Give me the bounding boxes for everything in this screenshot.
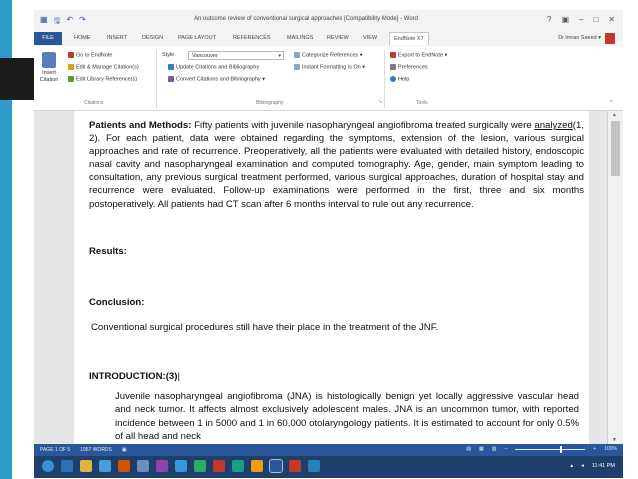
help-icon[interactable]: ? xyxy=(546,15,552,24)
proofing-icon[interactable]: ▣ xyxy=(121,447,127,453)
edit-citation-icon xyxy=(68,64,74,70)
read-mode-icon[interactable]: ▤ xyxy=(466,446,472,452)
conclusion-heading: Conclusion: xyxy=(89,297,145,308)
app-icon[interactable] xyxy=(118,460,130,472)
edit-manage-citations-button[interactable]: Edit & Manage Citation(s) xyxy=(68,64,139,70)
chevron-down-icon: ▾ xyxy=(278,53,281,59)
quick-access-toolbar xyxy=(40,15,86,29)
export-to-endnote-button[interactable]: Export to EndNote ▾ xyxy=(390,52,447,58)
update-icon xyxy=(168,64,174,70)
zoom-in-icon[interactable]: + xyxy=(593,446,597,452)
clock[interactable]: 11:41 PM xyxy=(591,463,615,469)
group-label-bibliography: Bibliography xyxy=(256,100,284,106)
help-button[interactable]: Help xyxy=(390,76,409,82)
tab-page-layout[interactable]: PAGE LAYOUT xyxy=(178,35,217,41)
tab-references[interactable]: REFERENCES xyxy=(233,35,271,41)
categorize-icon xyxy=(294,52,300,58)
insert-citation-button[interactable]: Insert Citation xyxy=(39,70,59,83)
window-controls xyxy=(547,15,615,24)
ie-icon[interactable] xyxy=(61,460,73,472)
export-icon xyxy=(390,52,396,58)
tab-endnote[interactable]: EndNote X7 xyxy=(389,32,429,45)
ribbon-divider xyxy=(384,50,385,108)
minimize-button[interactable]: – xyxy=(579,15,584,24)
network-icon[interactable]: ▴ xyxy=(570,463,574,469)
app-icon[interactable] xyxy=(156,460,168,472)
word-taskbar-icon[interactable] xyxy=(270,460,282,472)
tab-design[interactable]: DESIGN xyxy=(142,35,164,41)
tab-view[interactable]: VIEW xyxy=(363,35,378,41)
convert-citations-button[interactable]: Convert Citations and Bibliography ▾ xyxy=(168,76,265,82)
restore-button[interactable]: □ xyxy=(593,15,599,24)
preferences-button[interactable]: Preferences xyxy=(390,64,428,70)
close-button[interactable]: ✕ xyxy=(608,15,615,24)
explorer-icon[interactable] xyxy=(80,460,92,472)
system-tray xyxy=(570,463,615,469)
text-cursor: | xyxy=(177,371,180,382)
introduction-heading: INTRODUCTION:(3)| xyxy=(89,371,180,382)
start-button-icon[interactable] xyxy=(42,460,54,472)
goto-endnote-button[interactable]: Go to EndNote xyxy=(68,52,112,58)
group-label-tools: Tools xyxy=(416,100,428,106)
page-indicator[interactable]: PAGE 1 OF 5 xyxy=(40,447,71,453)
patients-methods-paragraph: Patients and Methods: Fifty patients with juvenile nasopharyngeal angiofibroma treated surgically were analyzed(1, 2). For each patient, data were obtained regarding the symptoms, extension of the lesion, various surgical approaches and rate of recurrence. Preoperatively, all the patients were evaluated with detailed history, endoscopic nasal cavity and nasopharyngeal examination and computed tomography. Age, gender, main symptom leading to consultation, any previous surgical treatment performed, various surgical approaches, duration of hospital stay and recurrence were evaluated. Follow-up examinations were performed in the first, three and six months postoperatively. All patients had CT scan after 6 months interval to rule out any recurrence. xyxy=(89,120,584,210)
status-bar xyxy=(34,444,623,456)
redo-icon[interactable]: ↷ xyxy=(79,15,86,24)
ribbon-display-icon[interactable]: ▣ xyxy=(561,15,569,24)
group-label-citations: Citations xyxy=(84,100,104,106)
categorize-references-button[interactable]: Categorize References ▾ xyxy=(294,52,363,58)
vertical-scrollbar[interactable] xyxy=(607,111,623,444)
app-icon[interactable] xyxy=(213,460,225,472)
scrollbar-thumb[interactable] xyxy=(611,121,620,176)
question-icon xyxy=(390,76,396,82)
conclusion-text: Conventional surgical procedures still have their place in the treatment of the JNF. xyxy=(91,322,439,333)
zoom-out-icon[interactable]: – xyxy=(504,446,508,452)
app-icon[interactable] xyxy=(194,460,206,472)
tab-home[interactable]: HOME xyxy=(74,35,91,41)
ribbon-tabs xyxy=(34,30,623,46)
word-window xyxy=(34,10,623,478)
edit-library-icon xyxy=(68,76,74,82)
app-icon[interactable] xyxy=(175,460,187,472)
window-title: An outcome review of conventional surgical approaches [Compatibility Mode] - Word xyxy=(194,16,418,22)
results-heading: Results: xyxy=(89,246,127,257)
ribbon-divider xyxy=(156,50,157,108)
zoom-slider[interactable] xyxy=(515,449,585,450)
app-icon[interactable] xyxy=(289,460,301,472)
app-icon[interactable] xyxy=(99,460,111,472)
volume-icon[interactable]: ◂ xyxy=(581,463,584,469)
document-area xyxy=(34,111,623,444)
convert-icon xyxy=(168,76,174,82)
tab-mailings[interactable]: MAILINGS xyxy=(287,35,314,41)
collapse-ribbon-icon[interactable]: ^ xyxy=(610,100,613,106)
user-account[interactable]: Dr.Imran Saeed ▾ xyxy=(558,35,601,41)
instant-formatting-button[interactable]: Instant Formatting is On ▾ xyxy=(294,64,365,70)
style-label: Style: xyxy=(162,52,176,58)
app-icon[interactable] xyxy=(232,460,244,472)
style-select[interactable]: Vancouver ▾ xyxy=(188,51,284,60)
document-page[interactable] xyxy=(74,111,589,444)
insert-citation-icon[interactable] xyxy=(42,52,56,68)
app-icon[interactable] xyxy=(137,460,149,472)
avatar[interactable] xyxy=(605,33,615,44)
dialog-launcher-icon[interactable]: ↘ xyxy=(378,99,383,105)
app-icon[interactable] xyxy=(251,460,263,472)
edit-library-references-button[interactable]: Edit Library Reference(s) xyxy=(68,76,137,82)
tab-file[interactable]: FILE xyxy=(34,32,62,45)
endnote-icon xyxy=(68,52,74,58)
undo-icon[interactable]: ↶ xyxy=(66,15,74,24)
zoom-knob[interactable] xyxy=(560,446,562,453)
endnote-ribbon xyxy=(34,46,623,111)
spellcheck-word: analyzed xyxy=(534,120,573,131)
scroll-up-icon[interactable]: ▲ xyxy=(612,112,617,118)
introduction-paragraph: Juvenile nasopharyngeal angiofibroma (JNA) is histologically benign yet locally aggressive vascular head and neck tumor. It affects almost exclusively adolescent males. JNA is an uncommon tumor, with reported incidence between 1 in 5000 and 1 in 60,000 otolaryngology patients. It is estimated to account for only 0.5% of all head and neck xyxy=(115,391,579,443)
web-layout-icon[interactable]: ▥ xyxy=(491,446,497,452)
save-icon[interactable]: 🖫 xyxy=(53,16,61,25)
slide-dark-square xyxy=(0,58,34,100)
gear-icon xyxy=(390,64,396,70)
print-layout-icon[interactable]: ▦ xyxy=(479,446,484,452)
scroll-down-icon[interactable]: ▼ xyxy=(612,437,617,443)
instant-formatting-icon xyxy=(294,64,300,70)
title-bar xyxy=(34,10,623,30)
tab-insert[interactable]: INSERT xyxy=(107,35,128,41)
update-citations-button[interactable]: Update Citations and Bibliography xyxy=(168,64,259,70)
section-heading: Patients and Methods: xyxy=(89,120,192,131)
zoom-level[interactable]: 100% xyxy=(604,446,617,452)
word-logo-icon: ▦ xyxy=(40,15,48,24)
word-count[interactable]: 1957 WORDS xyxy=(80,447,112,453)
app-icon[interactable] xyxy=(308,460,320,472)
tab-review[interactable]: REVIEW xyxy=(327,35,349,41)
windows-taskbar xyxy=(34,456,623,478)
